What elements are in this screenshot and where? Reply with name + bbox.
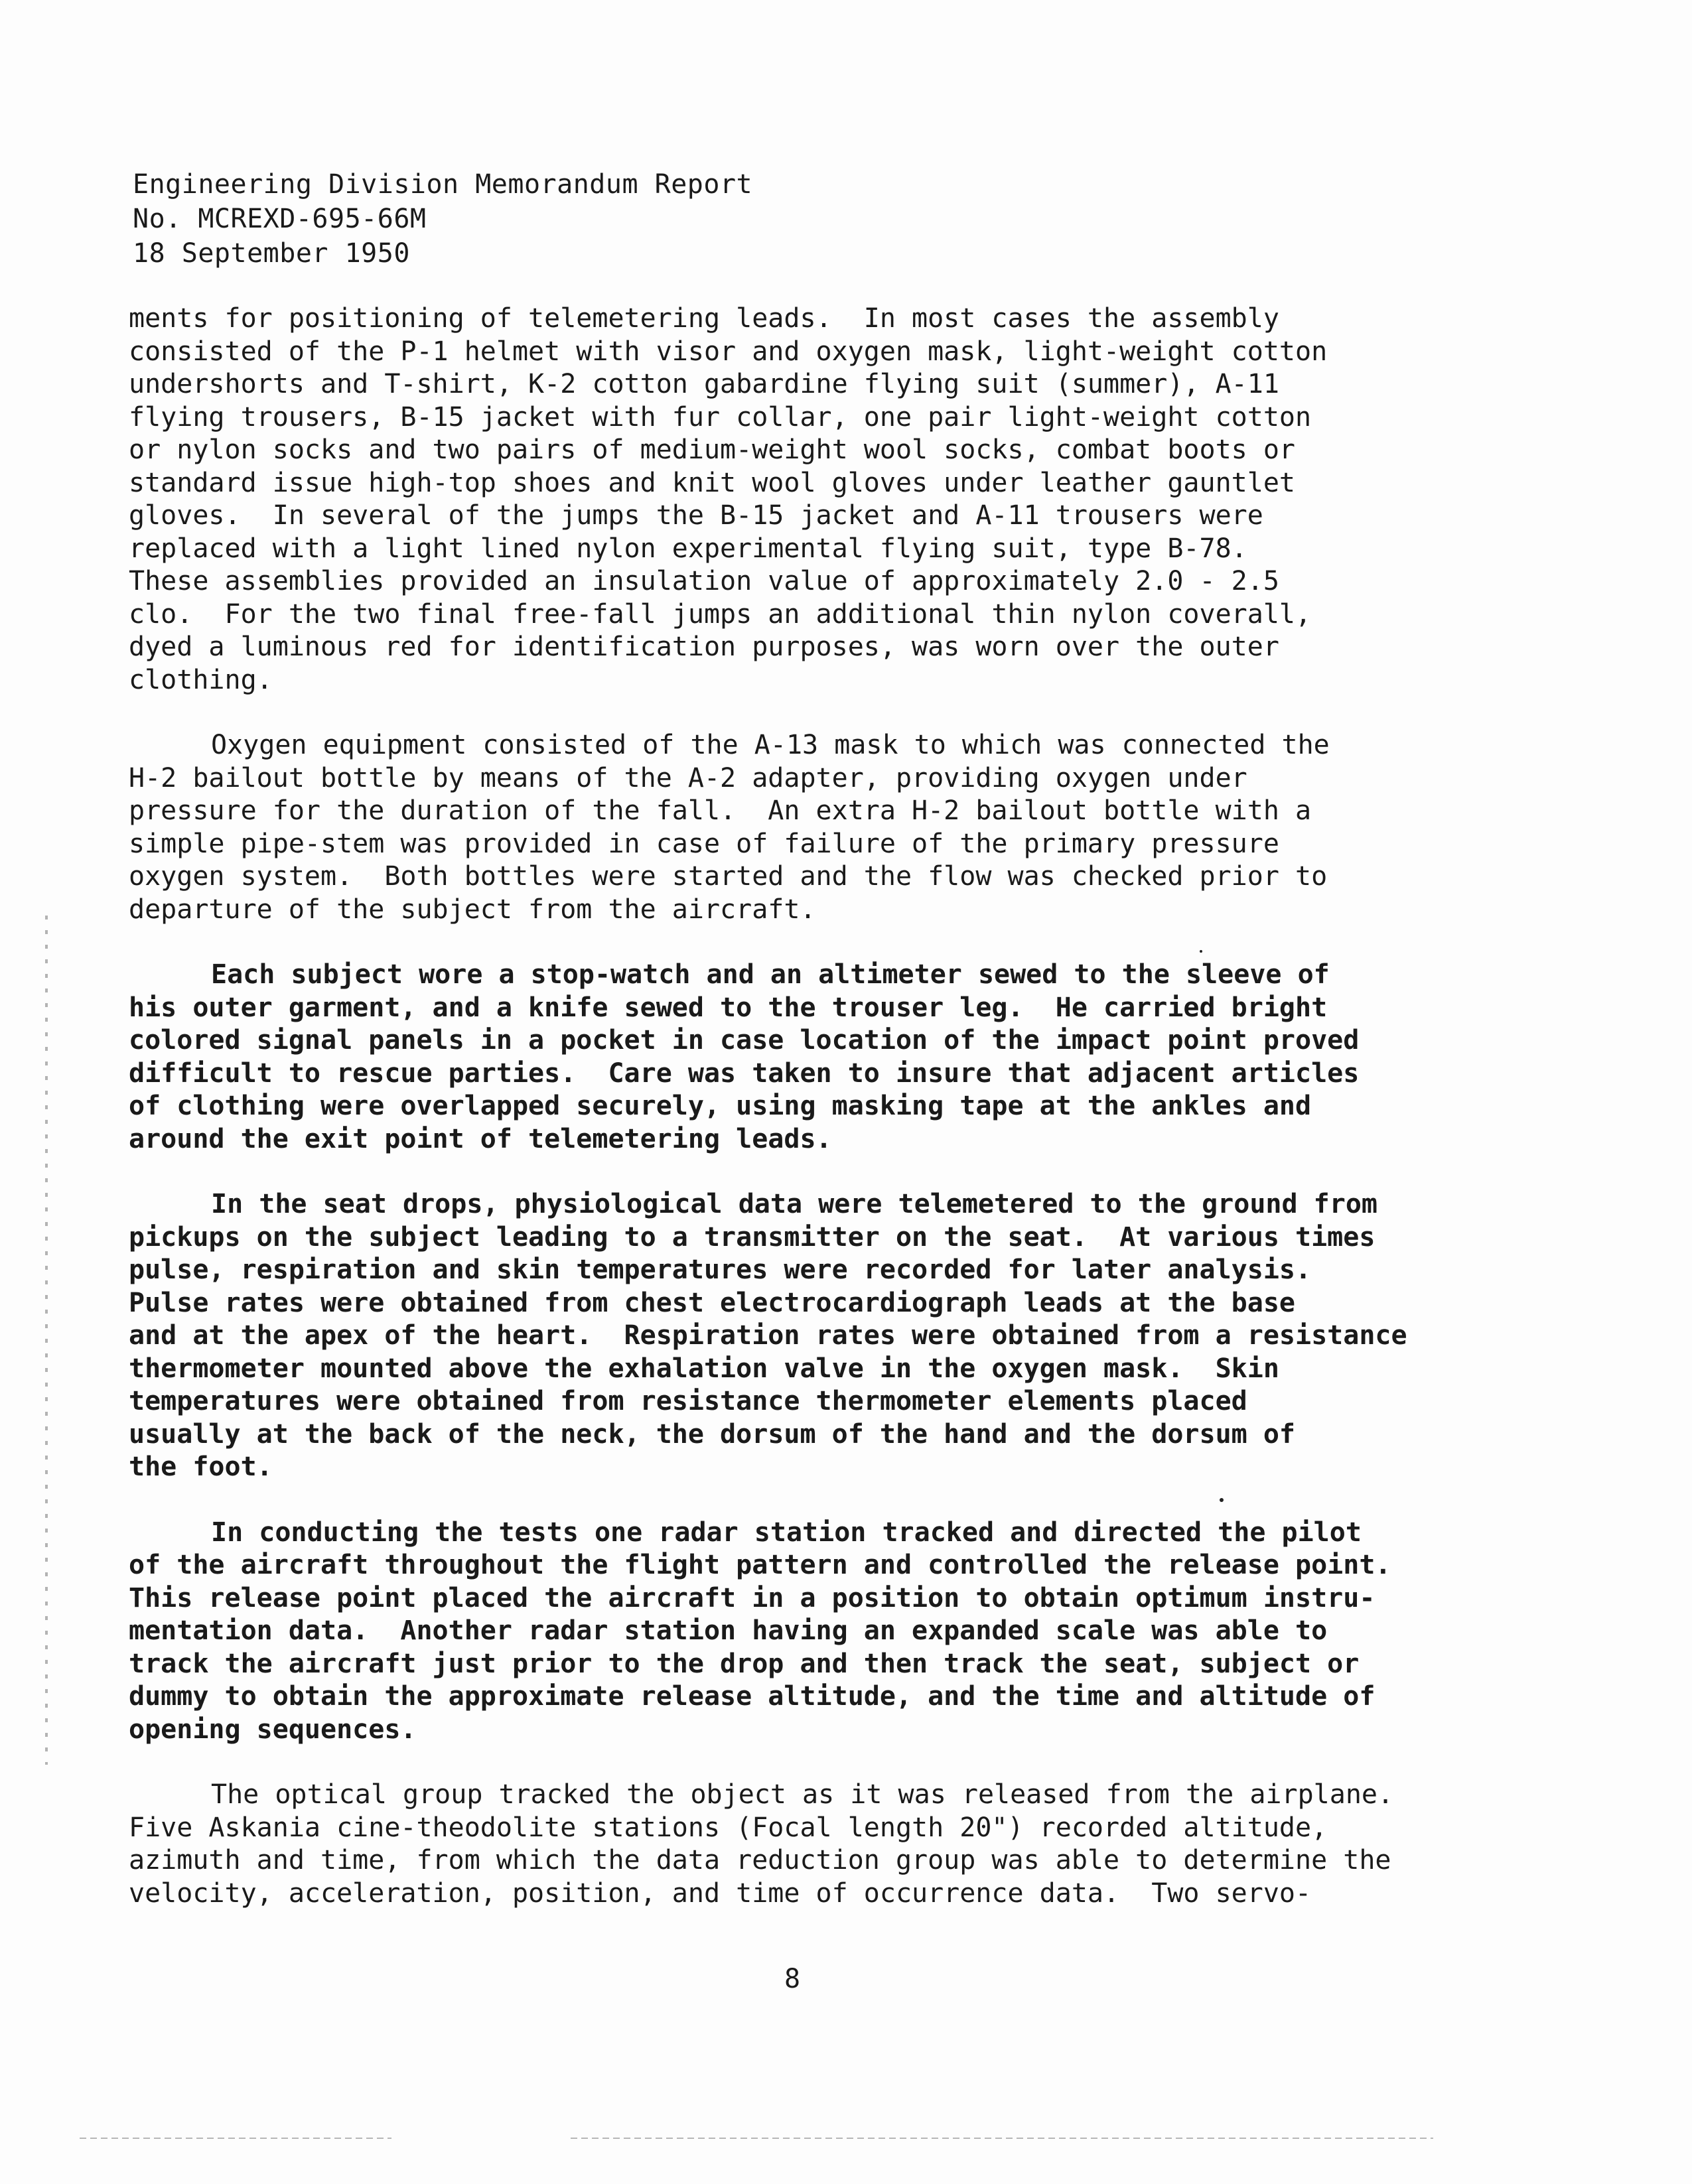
scan-bottom-rule (80, 2138, 391, 2139)
text-line: standard issue high-top shoes and knit wool gloves under leather gauntlet (129, 467, 1295, 498)
scan-bottom-rule (571, 2138, 1433, 2139)
text-line: ments for positioning of telemetering leads. In most cases the assembly (129, 303, 1279, 334)
text-line: usually at the back of the neck, the dorsum of the hand and the dorsum of (129, 1418, 1295, 1450)
text-line: his outer garment, and a knife sewed to the trouser leg. He carried bright (129, 992, 1328, 1023)
text-line: These assemblies provided an insulation value of approximately 2.0 - 2.5 (129, 566, 1279, 596)
text-line: of the aircraft throughout the flight pattern and controlled the release point. (129, 1550, 1391, 1580)
text-line: pressure for the duration of the fall. An extra H-2 bailout bottle with a (129, 795, 1312, 826)
text-line: the foot. (129, 1452, 273, 1482)
text-line: thermometer mounted above the exhalation valve in the oxygen mask. Skin (129, 1353, 1279, 1384)
text-line: dummy to obtain the approximate release altitude, and the time and altitude of (129, 1681, 1375, 1712)
text-line: This release point placed the aircraft in a position to obtain optimum instru- (129, 1582, 1375, 1613)
text-line: temperatures were obtained from resistance thermometer elements placed (129, 1386, 1247, 1416)
paragraph-clothing (129, 303, 1456, 697)
text-line: difficult to rescue parties. Care was taken to insure that adjacent articles (129, 1058, 1360, 1089)
paragraph-radar-tracking (129, 1517, 1456, 1747)
paragraph-physiological-data (129, 1188, 1456, 1484)
text-line: azimuth and time, from which the data reduction group was able to determine the (129, 1845, 1391, 1876)
text-line: The optical group tracked the object as it was released from the airplane. (211, 1779, 1394, 1810)
text-line: pickups on the subject leading to a transmitter on the seat. At various times (129, 1221, 1375, 1253)
text-line: velocity, acceleration, position, and time of occurrence data. Two servo- (129, 1877, 1312, 1909)
text-line: simple pipe-stem was provided in case of failure of the primary pressure (129, 828, 1279, 859)
text-line: consisted of the P-1 helmet with visor and oxygen mask, light-weight cotton (129, 336, 1328, 367)
text-line: of clothing were overlapped securely, using masking tape at the ankles and (129, 1091, 1312, 1121)
text-line: replaced with a light lined nylon experimental flying suit, type B-78. (129, 533, 1247, 564)
header-report-number: No. MCREXD-695-66M (133, 204, 427, 234)
scan-speck (1200, 950, 1202, 953)
report-header (133, 167, 752, 271)
text-line: departure of the subject from the aircraft. (129, 894, 816, 925)
scan-speck (1220, 1498, 1224, 1502)
text-line: colored signal panels in a pocket in case location of the impact point proved (129, 1025, 1360, 1056)
text-line: opening sequences. (129, 1714, 417, 1745)
text-line: In conducting the tests one radar station tracked and directed the pilot (211, 1517, 1362, 1548)
text-line: Each subject wore a stop-watch and an altimeter sewed to the sleeve of (211, 959, 1330, 990)
paragraph-optical-tracking (129, 1779, 1456, 1910)
text-line: oxygen system. Both bottles were started and the flow was checked prior to (129, 861, 1328, 892)
text-line: Pulse rates were obtained from chest electrocardiograph leads at the base (129, 1287, 1295, 1318)
text-line: or nylon socks and two pairs of medium-weight wool socks, combat boots or (129, 435, 1295, 465)
text-line: Five Askania cine-theodolite stations (Focal length 20") recorded altitude, (129, 1812, 1328, 1843)
text-line: clothing. (129, 664, 273, 695)
text-line: around the exit point of telemetering leads. (129, 1123, 832, 1154)
header-date: 18 September 1950 (133, 238, 410, 269)
text-line: track the aircraft just prior to the drop and then track the seat, subject or (129, 1648, 1360, 1679)
paragraph-equipment (129, 959, 1456, 1156)
text-line: gloves. In several of the jumps the B-15 jacket and A-11 trousers were (129, 500, 1263, 531)
text-line: dyed a luminous red for identification purposes, was worn over the outer (129, 632, 1279, 662)
text-line: H-2 bailout bottle by means of the A-2 adapter, providing oxygen under (129, 762, 1247, 793)
text-line: flying trousers, B-15 jacket with fur collar, one pair light-weight cotton (129, 401, 1312, 433)
text-line: mentation data. Another radar station having an expanded scale was able to (129, 1615, 1328, 1646)
text-line: Oxygen equipment consisted of the A-13 mask to which was connected the (211, 730, 1330, 760)
text-line: pulse, respiration and skin temperatures were recorded for later analysis. (129, 1255, 1312, 1285)
text-line: and at the apex of the heart. Respiration rates were obtained from a resistance (129, 1320, 1407, 1351)
text-line: undershorts and T-shirt, K-2 cotton gabardine flying suit (summer), A-11 (129, 369, 1279, 399)
paragraph-oxygen (129, 729, 1456, 926)
scan-edge-marks (45, 916, 48, 1765)
header-division-line: Engineering Division Memorandum Report (133, 169, 753, 200)
body-text (129, 303, 1456, 1943)
page-number: 8 (784, 1964, 801, 1994)
text-line: In the seat drops, physiological data were telemetered to the ground from (211, 1189, 1377, 1219)
text-line: clo. For the two final free-fall jumps an additional thin nylon coverall, (129, 598, 1312, 630)
